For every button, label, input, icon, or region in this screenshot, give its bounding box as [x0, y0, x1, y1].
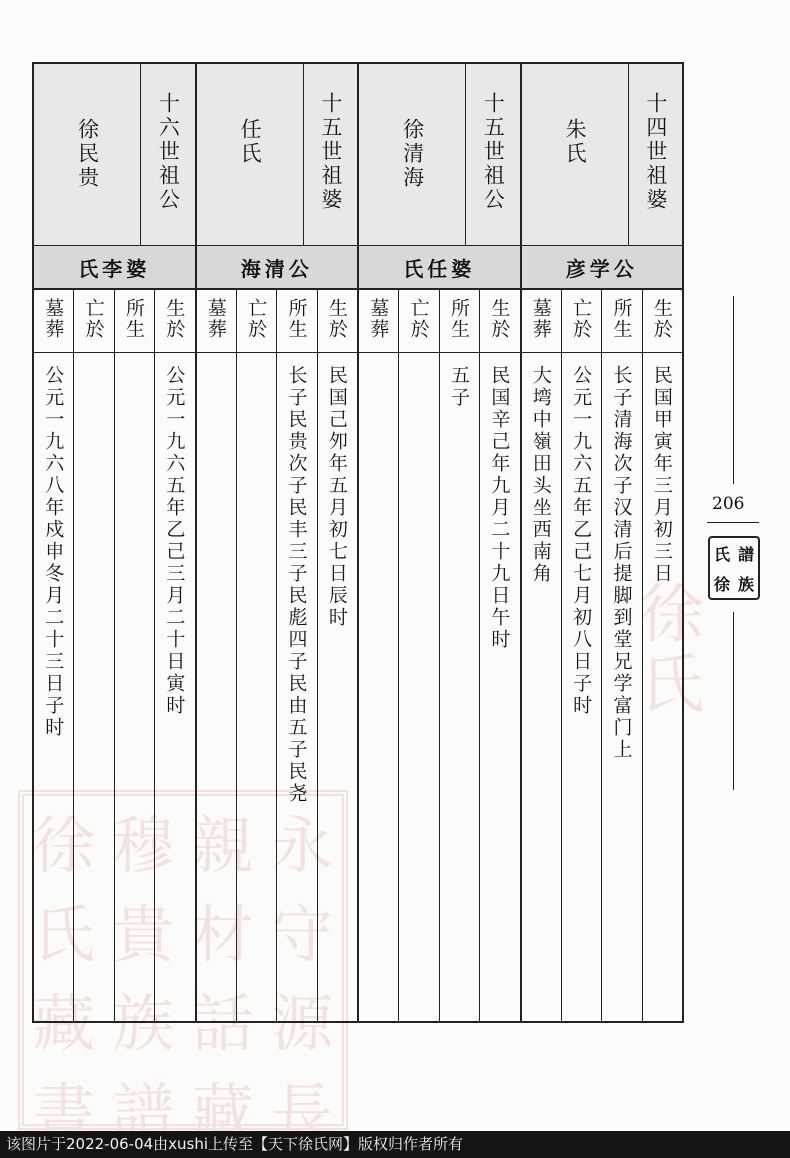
- seal-char: 長: [271, 1076, 334, 1149]
- detail-columns: [522, 290, 683, 1021]
- generation-title: 十五世祖婆: [318, 92, 343, 212]
- detail-value: 公元一九六五年乙己七月初八日子时: [570, 365, 593, 717]
- detail-value: 民国己夘年五月初七日辰时: [325, 365, 348, 629]
- detail-label: 生於: [488, 298, 511, 340]
- detail-column: [73, 290, 113, 1021]
- person-name: 徐民贵: [75, 118, 100, 190]
- detail-value: 五子: [447, 365, 470, 409]
- watermark-text: 徐氏: [629, 580, 703, 720]
- label-divider: [237, 352, 276, 353]
- generation-cell: [628, 64, 682, 245]
- seal-char: 藏: [32, 987, 95, 1060]
- detail-column: [276, 290, 316, 1021]
- detail-label: 亡於: [407, 298, 430, 340]
- spouse-banner: 氏任婆: [359, 246, 520, 290]
- detail-label: 墓葬: [42, 298, 65, 340]
- detail-value: 公元一九六五年乙己三月二十日寅时: [163, 365, 186, 717]
- logo-char: 徐: [713, 574, 730, 594]
- detail-column: [642, 290, 682, 1021]
- generation-title: 十六世祖公: [156, 92, 181, 212]
- detail-label: 墓葬: [204, 298, 227, 340]
- detail-label: 生於: [325, 298, 348, 340]
- detail-column: [561, 290, 601, 1021]
- generation-cell: [465, 64, 519, 245]
- detail-label: 墓葬: [529, 298, 552, 340]
- label-divider: [399, 352, 438, 353]
- detail-label: 亡於: [82, 298, 105, 340]
- detail-label: 所生: [285, 298, 308, 340]
- seal-char: 氏: [32, 898, 95, 971]
- entry-header: [522, 64, 683, 246]
- generation-title: 十四世祖婆: [643, 92, 668, 212]
- label-divider: [115, 352, 154, 353]
- page-number: 206: [712, 494, 745, 514]
- seal-char: 族: [112, 987, 175, 1060]
- entry-header: [359, 64, 520, 246]
- person-name: 朱氏: [563, 118, 588, 166]
- detail-value: 民国甲寅年三月初三日: [650, 365, 673, 585]
- person-name: 徐清海: [400, 118, 425, 190]
- detail-column: [197, 290, 236, 1021]
- detail-column: [398, 290, 438, 1021]
- seal-char: 書: [32, 1076, 95, 1149]
- detail-column: [439, 290, 479, 1021]
- detail-label: 生於: [163, 298, 186, 340]
- seal-char: 貴: [112, 898, 175, 971]
- generation-title: 十五世祖公: [481, 92, 506, 212]
- page-number-underline: [707, 522, 759, 523]
- detail-column: [317, 290, 357, 1021]
- seal-char: 譜: [112, 1076, 175, 1149]
- margin-rule-top: [733, 296, 734, 484]
- label-divider: [359, 352, 398, 353]
- detail-label: 生於: [650, 298, 673, 340]
- detail-columns: [359, 290, 520, 1021]
- logo-char: 譜: [737, 544, 754, 564]
- detail-column: [601, 290, 641, 1021]
- detail-column: [236, 290, 276, 1021]
- detail-label: 所生: [122, 298, 145, 340]
- detail-value: 公元一九六八年戍申冬月二十三日子时: [42, 365, 65, 739]
- person-name-cell: [359, 64, 465, 245]
- genealogy-entry: [522, 64, 683, 1021]
- person-name-cell: [522, 64, 628, 245]
- detail-value: 民国辛己年九月二十九日午时: [488, 365, 511, 651]
- detail-column: [522, 290, 561, 1021]
- person-name-cell: [34, 64, 140, 245]
- seal-char: 藏: [191, 1076, 254, 1149]
- detail-column: [34, 290, 73, 1021]
- seal-char: 守: [271, 898, 334, 971]
- detail-column: [114, 290, 154, 1021]
- seal-char: 親: [191, 809, 254, 882]
- generation-cell: [140, 64, 194, 245]
- genealogy-entry: [34, 64, 197, 1021]
- detail-column: [154, 290, 194, 1021]
- detail-value: 长子民贵次子民丰三子民彪四子民由五子民尧: [285, 365, 308, 805]
- seal-char: 永: [271, 809, 334, 882]
- spouse-banner: 海清公: [197, 246, 358, 290]
- seal-char: 徐: [32, 809, 95, 882]
- label-divider: [74, 352, 113, 353]
- detail-label: 所生: [447, 298, 470, 340]
- logo-char: 氏: [713, 544, 730, 564]
- seal-char: 穆: [112, 809, 175, 882]
- margin-rule-bottom: [733, 612, 734, 790]
- detail-label: 亡於: [245, 298, 268, 340]
- genealogy-entry: [359, 64, 522, 1021]
- upload-notice: 该图片于2022-06-04由xushi上传至【天下徐氏网】版权归作者所有: [0, 1131, 790, 1158]
- generation-cell: [303, 64, 357, 245]
- seal-char: 材: [191, 898, 254, 971]
- entry-header: [197, 64, 358, 246]
- spouse-banner: 彦学公: [522, 246, 683, 290]
- seal-char: 源: [271, 987, 334, 1060]
- detail-column: [479, 290, 519, 1021]
- person-name-cell: [197, 64, 303, 245]
- xu-genealogy-logo-icon: [708, 536, 760, 600]
- detail-value: 长子清海次子汉清后提脚到堂兄学富门上: [610, 365, 633, 761]
- genealogy-table: [32, 62, 684, 1023]
- seal-char: 話: [191, 987, 254, 1060]
- label-divider: [197, 352, 236, 353]
- detail-column: [359, 290, 398, 1021]
- detail-label: 所生: [610, 298, 633, 340]
- detail-label: 亡於: [570, 298, 593, 340]
- detail-columns: [34, 290, 195, 1021]
- detail-columns: [197, 290, 358, 1021]
- logo-char: 族: [737, 574, 754, 594]
- entry-header: [34, 64, 195, 246]
- spouse-banner: 氏李婆: [34, 246, 195, 290]
- person-name: 任氏: [238, 118, 263, 166]
- detail-value: 大塆中嶺田头坐西南角: [529, 365, 552, 585]
- genealogy-entry: [197, 64, 360, 1021]
- detail-label: 墓葬: [367, 298, 390, 340]
